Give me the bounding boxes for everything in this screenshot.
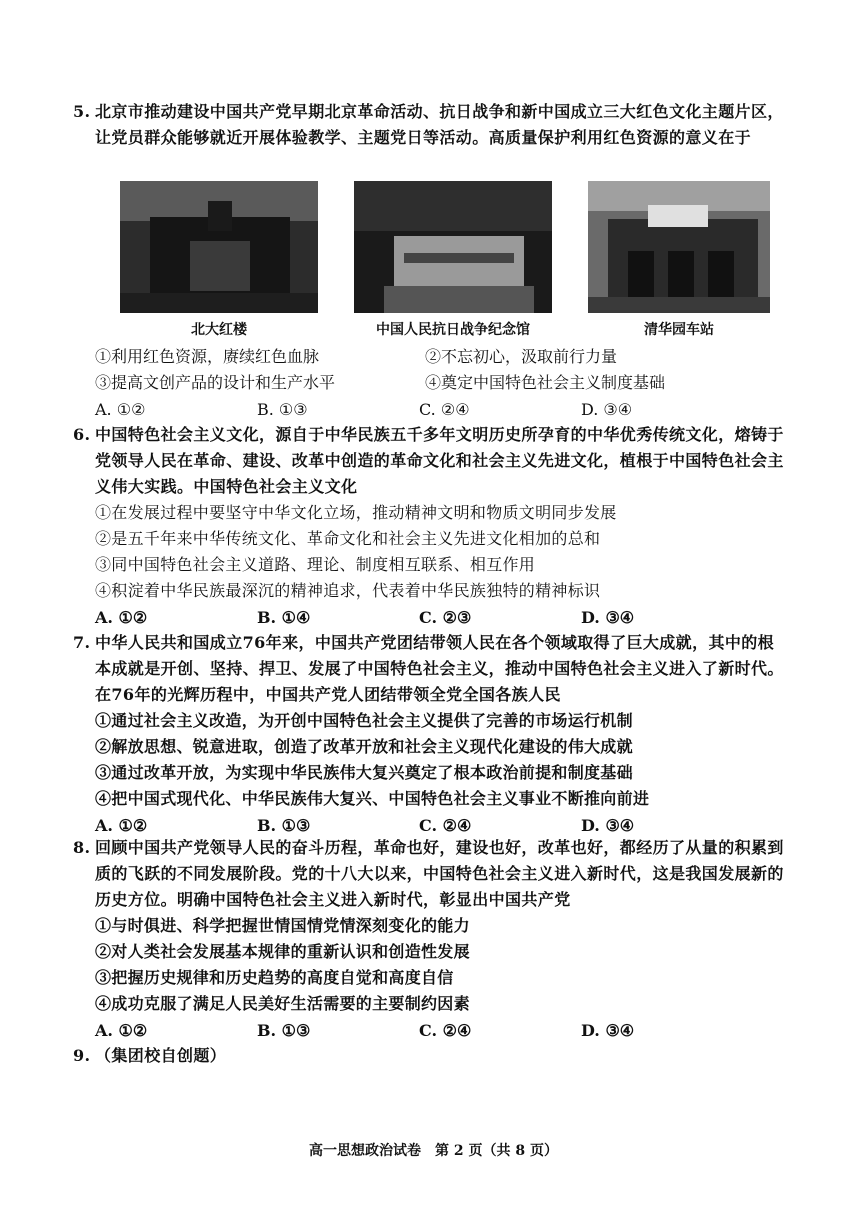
choices	[95, 605, 785, 631]
question-9-stem	[73, 1043, 785, 1069]
photo-caption: 清华园车站	[644, 322, 714, 338]
option-4: ④奠定中国特色社会主义制度基础	[425, 373, 666, 392]
choice-d[interactable]: D. ③④	[581, 1021, 635, 1040]
option-1: ①通过社会主义改造，为开创中国特色社会主义提供了完善的市场运行机制	[95, 711, 633, 730]
option-3: ③把握历史规律和历史趋势的高度自觉和高度自信	[95, 968, 454, 987]
choices	[95, 397, 785, 423]
choice-a[interactable]: A. ①②	[95, 400, 146, 419]
choice-a[interactable]: A. ①②	[95, 608, 148, 627]
question-7	[73, 630, 785, 839]
question-5-options	[95, 344, 785, 423]
option-2: ②是五千年来中华传统文化、革命文化和社会主义先进文化相加的总和	[95, 529, 601, 548]
photo-caption: 北大红楼	[191, 322, 247, 338]
question-5	[73, 99, 785, 151]
question-number: 6.	[73, 425, 91, 444]
option-2: ②解放思想、锐意进取，创造了改革开放和社会主义现代化建设的伟大成就	[95, 737, 633, 756]
option-3: ③提高文创产品的设计和生产水平	[95, 373, 336, 392]
photo-war-memorial	[354, 181, 552, 313]
photo-tsinghua-station	[588, 181, 770, 313]
choice-d[interactable]: D. ③④	[581, 816, 635, 835]
question-number: 9.	[73, 1046, 91, 1065]
question-text: 北京市推动建设中国共产党早期北京革命活动、抗日战争和新中国成立三大红色文化主题片区，让党员群众能够就近开展体验教学、主题党日等活动。高质量保护利用红色资源的意义在于	[95, 102, 784, 147]
option-4: ④积淀着中华民族最深沉的精神追求，代表着中华民族独特的精神标识	[95, 581, 601, 600]
option-3: ③通过改革开放，为实现中华民族伟大复兴奠定了根本政治前提和制度基础	[95, 763, 633, 782]
photo-row	[120, 181, 770, 341]
option-3: ③同中国特色社会主义道路、理论、制度相互联系、相互作用	[95, 555, 536, 574]
option-4: ④成功克服了满足人民美好生活需要的主要制约因素	[95, 994, 470, 1013]
choice-c[interactable]: C. ②③	[419, 608, 472, 627]
choices	[95, 1018, 785, 1044]
choice-b[interactable]: B. ①④	[257, 608, 311, 627]
photo-peking-university-red-building	[120, 181, 318, 313]
choice-c[interactable]: C. ②④	[419, 816, 472, 835]
question-text: 中国特色社会主义文化，源自于中华民族五千多年文明历史所孕育的中华优秀传统文化，熔铸于党领导人民在革命、建设、改革中创造的革命文化和社会主义先进文化，植根于中国特色社会主义伟大实践。中国特色社会主义文化	[95, 425, 784, 496]
choice-b[interactable]: B. ①③	[257, 1021, 311, 1040]
question-number: 5.	[73, 102, 91, 121]
question-text: 中华人民共和国成立76年来，中国共产党团结带领人民在各个领域取得了巨大成就，其中的根本成就是开创、坚持、捍卫、发展了中国特色社会主义，推动中国特色社会主义进入了新时代。在76年的光辉历程中，中国共产党人团结带领全党全国各族人民	[95, 633, 784, 704]
question-9	[73, 1043, 785, 1069]
choice-c[interactable]: C. ②④	[419, 400, 470, 419]
question-text: 回顾中国共产党领导人民的奋斗历程，革命也好，建设也好，改革也好，都经历了从量的积累到质的飞跃的不同发展阶段。党的十八大以来，中国特色社会主义进入新时代，这是我国发展新的历史方位。明确中国特色社会主义进入新时代，彰显出中国共产党	[95, 838, 784, 909]
page-footer: 高一思想政治试卷 第 2 页（共 8 页）	[309, 1143, 558, 1159]
question-8-stem	[73, 835, 785, 913]
question-5-stem	[73, 99, 785, 151]
choice-b[interactable]: B. ①③	[257, 400, 308, 419]
question-6-stem	[73, 422, 785, 500]
question-6	[73, 422, 785, 631]
choice-c[interactable]: C. ②④	[419, 1021, 472, 1040]
option-2: ②不忘初心，汲取前行力量	[425, 347, 618, 366]
question-7-stem	[73, 630, 785, 708]
choice-d[interactable]: D. ③④	[581, 608, 635, 627]
choice-a[interactable]: A. ①②	[95, 816, 148, 835]
question-8	[73, 835, 785, 1044]
question-number: 7.	[73, 633, 91, 652]
option-4: ④把中国式现代化、中华民族伟大复兴、中国特色社会主义事业不断推向前进	[95, 789, 650, 808]
question-number: 8.	[73, 838, 91, 857]
photo-caption: 中国人民抗日战争纪念馆	[376, 322, 530, 338]
choice-d[interactable]: D. ③④	[581, 400, 633, 419]
question-text: （集团校自创题）	[95, 1046, 227, 1065]
choice-a[interactable]: A. ①②	[95, 1021, 148, 1040]
choice-b[interactable]: B. ①③	[257, 816, 311, 835]
option-2: ②对人类社会发展基本规律的重新认识和创造性发展	[95, 942, 470, 961]
option-1: ①与时俱进、科学把握世情国情党情深刻变化的能力	[95, 916, 470, 935]
option-1: ①在发展过程中要坚守中华文化立场，推动精神文明和物质文明同步发展	[95, 503, 617, 522]
option-1: ①利用红色资源，赓续红色血脉	[95, 347, 320, 366]
